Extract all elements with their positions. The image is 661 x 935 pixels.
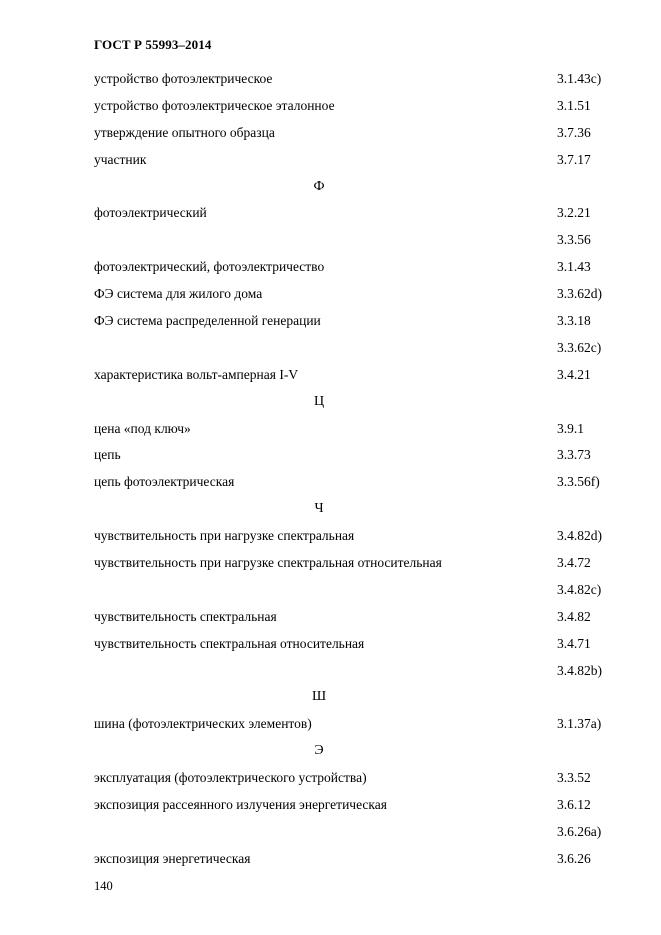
index-term: чувствительность спектральная (94, 608, 277, 624)
index-entry (94, 416, 624, 443)
index-entry (94, 335, 624, 362)
index-letter: Э (314, 743, 324, 759)
index-entry (94, 604, 624, 631)
alphabetical-index (94, 66, 624, 873)
index-letter-heading (94, 174, 624, 201)
index-reference: 3.3.73 (557, 447, 591, 463)
index-term: шина (фотоэлектрических элементов) (94, 716, 312, 732)
index-entry (94, 631, 624, 658)
index-reference: 3.9.1 (557, 420, 584, 436)
index-entry (94, 550, 624, 577)
index-entry (94, 120, 624, 147)
index-letter: Ш (311, 689, 327, 705)
index-entry (94, 711, 624, 738)
index-letter-heading (94, 496, 624, 523)
index-reference: 3.3.18 (557, 313, 591, 329)
index-term: устройство фотоэлектрическое (94, 71, 273, 86)
index-reference: 3.6.26a) (557, 823, 602, 839)
index-reference: 3.3.56f) (557, 474, 600, 490)
index-entry (94, 846, 624, 873)
index-reference: 3.4.82b) (557, 662, 602, 678)
index-entry (94, 254, 624, 281)
page-number: 140 (94, 879, 113, 893)
index-entry (94, 819, 624, 846)
index-letter-heading (94, 684, 624, 711)
index-reference: 3.7.17 (557, 151, 591, 167)
index-term: ФЭ система распределенной генерации (94, 313, 321, 329)
index-term: цепь (94, 447, 121, 463)
index-entry (94, 442, 624, 469)
index-term: чувствительность при нагрузке спектральная относительная (94, 555, 442, 571)
index-term: экспозиция энергетическая (94, 850, 251, 866)
index-letter: Ц (313, 393, 325, 409)
index-reference: 3.4.82 (557, 608, 591, 624)
index-reference: 3.3.62d) (557, 286, 602, 302)
index-entry (94, 362, 624, 389)
index-term: экспозиция рассеянного излучения энергетическая (94, 797, 387, 813)
index-entry (94, 523, 624, 550)
index-term: устройство фотоэлектрическое эталонное (94, 97, 335, 113)
index-entry (94, 281, 624, 308)
index-reference: 3.4.82d) (557, 528, 602, 544)
index-term: фотоэлектрический (94, 205, 207, 221)
index-reference: 3.3.62c) (557, 339, 602, 355)
index-term: участник (94, 151, 147, 167)
index-term: чувствительность при нагрузке спектральная (94, 528, 355, 544)
index-reference: 3.4.72 (557, 555, 591, 571)
index-reference: 3.1.37a) (557, 716, 602, 732)
index-entry (94, 227, 624, 254)
index-entry (94, 93, 624, 120)
index-reference: 3.2.21 (557, 205, 591, 221)
index-entry (94, 765, 624, 792)
index-entry (94, 147, 624, 174)
index-reference: 3.4.71 (557, 635, 591, 651)
index-reference: 3.6.12 (557, 797, 591, 813)
index-term: фотоэлектрический, фотоэлектричество (94, 259, 325, 275)
index-reference: 3.6.26 (557, 850, 591, 866)
index-entry (94, 66, 624, 93)
index-entry (94, 577, 624, 604)
index-term: ФЭ система для жилого дома (94, 286, 263, 302)
index-letter-heading (94, 389, 624, 416)
document-header: ГОСТ Р 55993–2014 (94, 37, 212, 52)
index-reference: 3.7.36 (557, 124, 591, 140)
index-reference: 3.1.51 (557, 97, 591, 113)
index-term: эксплуатация (фотоэлектрического устройства) (94, 770, 367, 786)
index-term: цена «под ключ» (94, 420, 191, 436)
index-term: утверждение опытного образца (94, 124, 275, 140)
index-term: цепь фотоэлектрическая (94, 474, 235, 490)
index-reference: 3.3.56 (557, 232, 591, 248)
index-entry (94, 469, 624, 496)
index-reference: 3.4.21 (557, 366, 591, 382)
index-reference: 3.1.43 (557, 259, 591, 275)
index-letter: Ф (313, 178, 325, 194)
index-letter: Ч (314, 501, 324, 517)
index-reference: 3.3.52 (557, 770, 591, 786)
index-entry (94, 200, 624, 227)
index-letter-heading (94, 738, 624, 765)
index-entry (94, 658, 624, 685)
index-entry (94, 308, 624, 335)
index-term: характеристика вольт-амперная I-V (94, 366, 299, 382)
index-entry (94, 792, 624, 819)
index-reference: 3.1.43c) (557, 71, 602, 86)
index-reference: 3.4.82c) (557, 581, 602, 597)
index-term: чувствительность спектральная относительная (94, 635, 365, 651)
